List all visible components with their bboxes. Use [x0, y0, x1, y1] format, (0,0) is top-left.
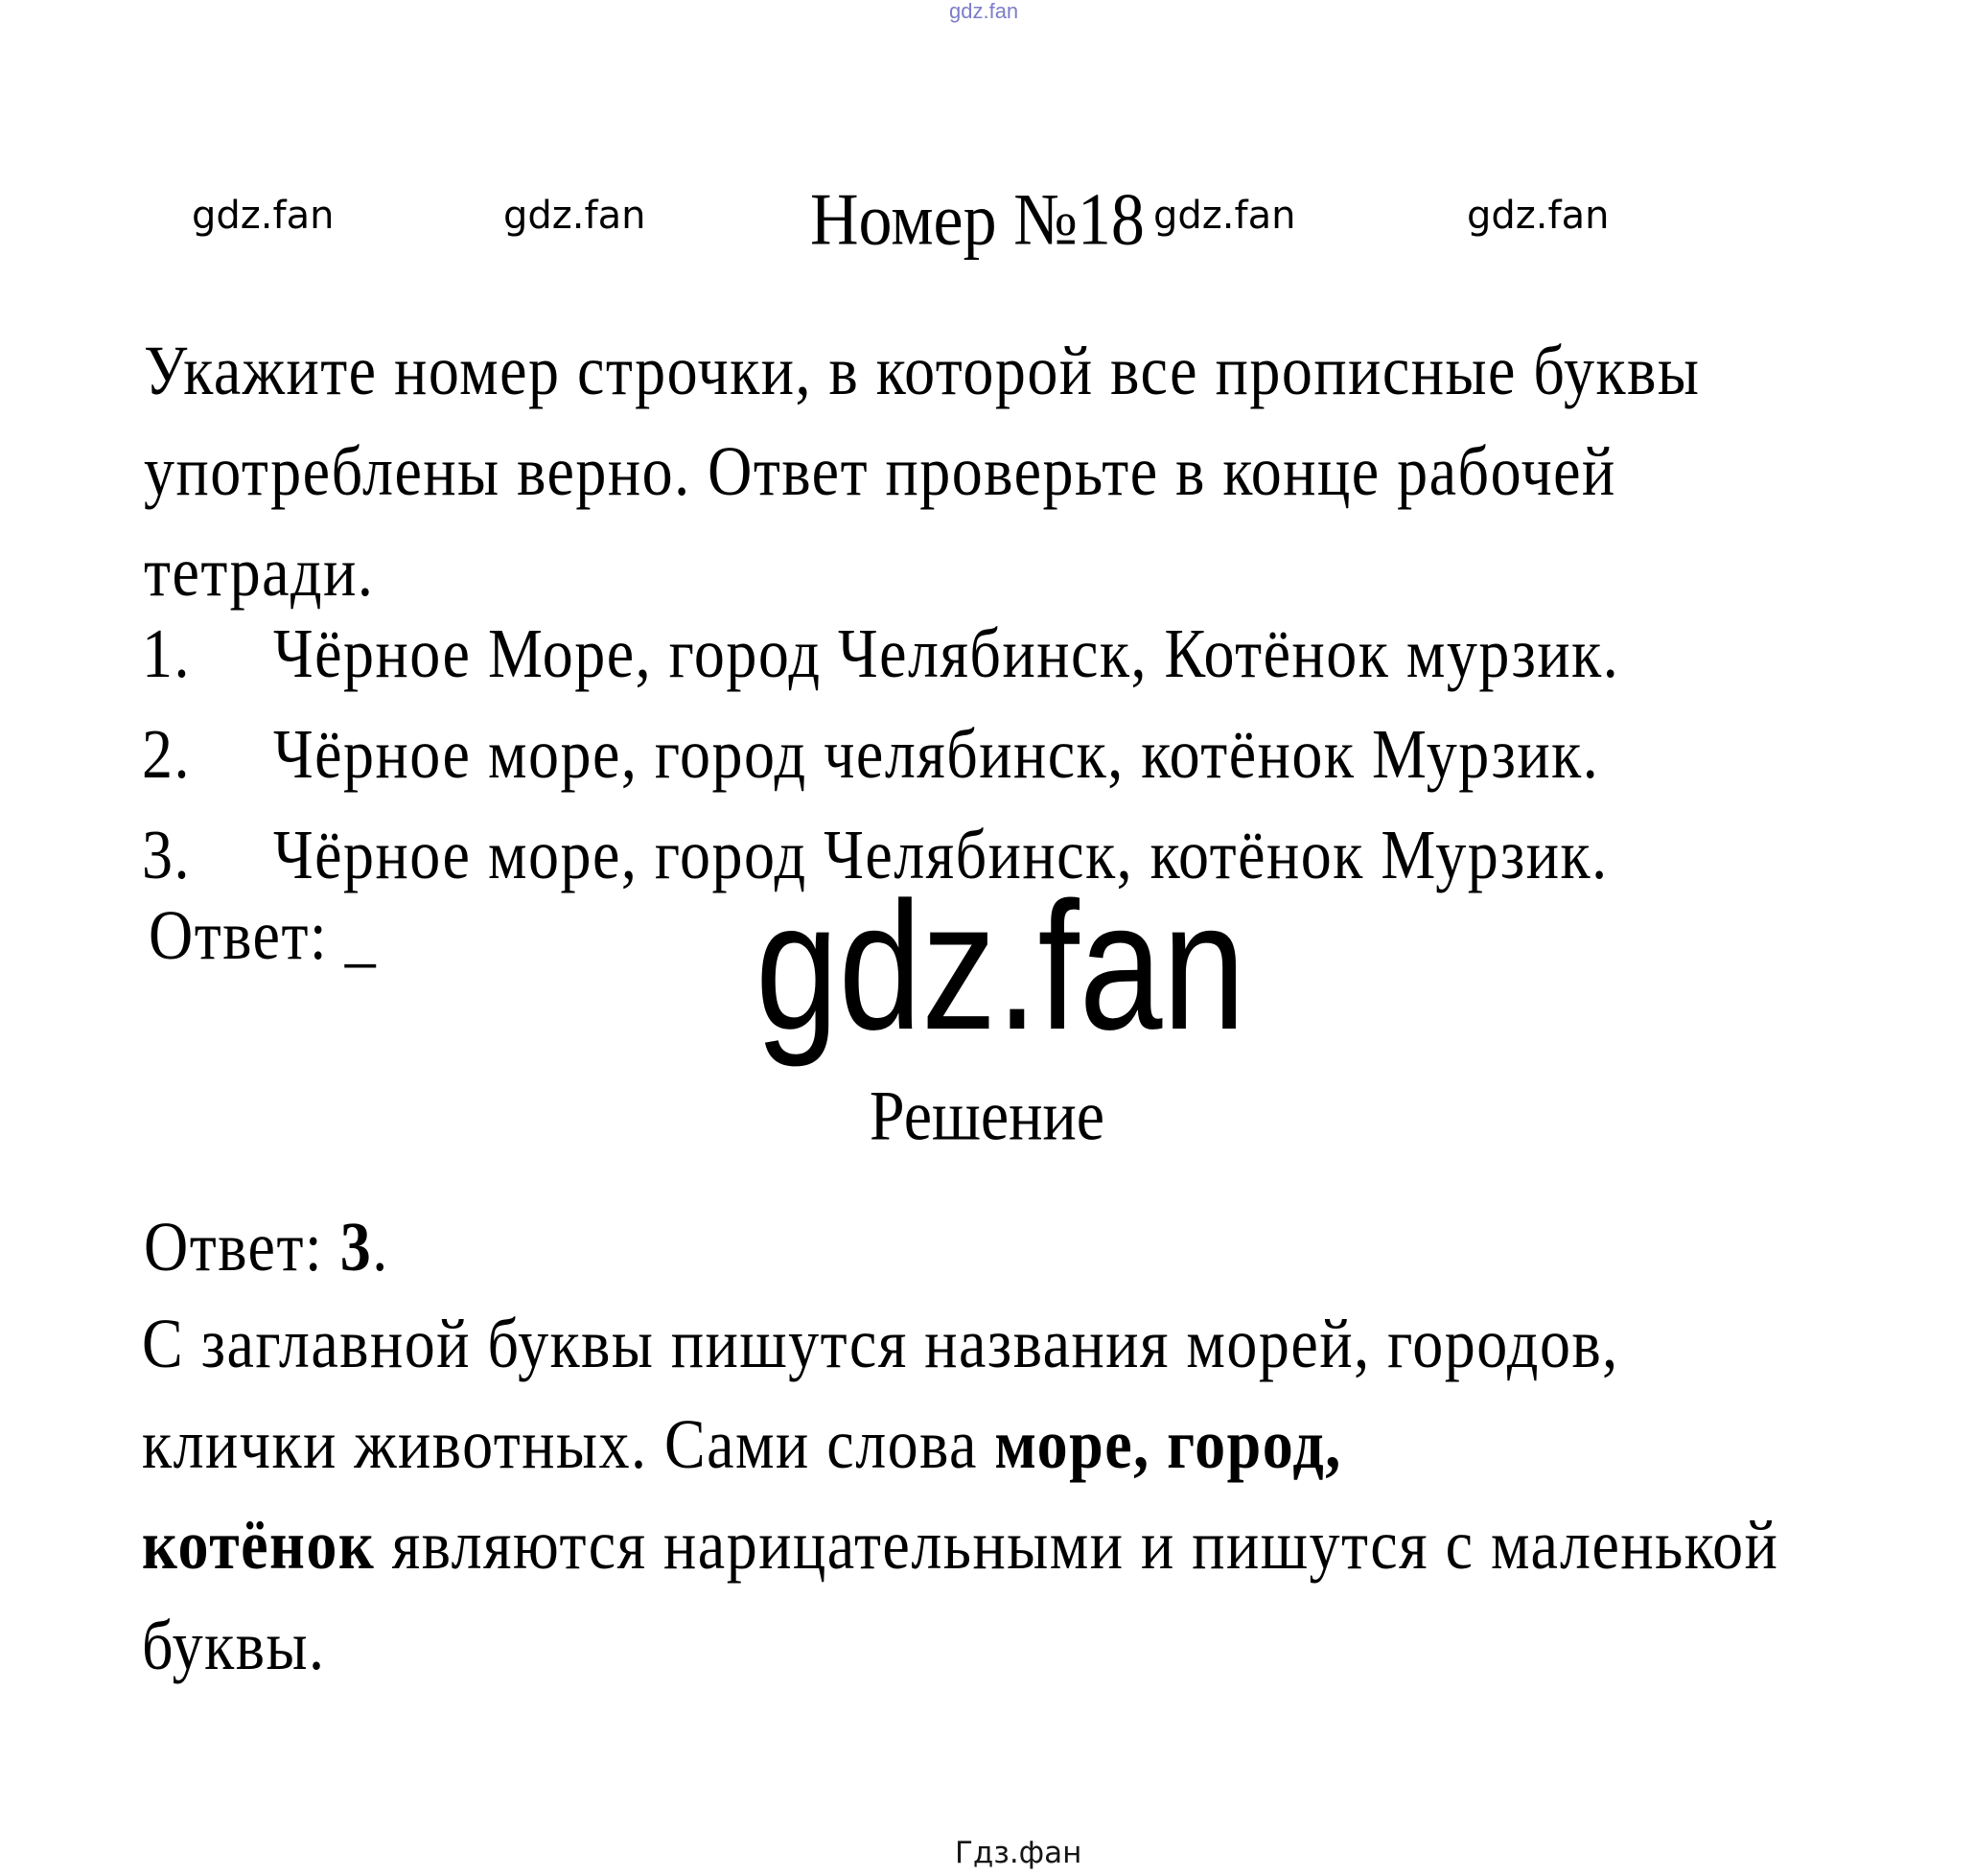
option-3-number: 3.	[142, 815, 191, 894]
text-segment: клички животных. Сами слова	[142, 1404, 995, 1484]
header-watermark-2: gdz.fan	[503, 194, 646, 238]
option-2-number: 2.	[142, 714, 191, 794]
page-title: Номер №18	[810, 179, 1145, 262]
header-watermark-4: gdz.fan	[1467, 194, 1610, 238]
solution-line-1	[142, 1304, 1619, 1383]
task-line-2: употреблены верно. Ответ проверьте в конце рабочей	[144, 431, 1616, 511]
text-segment: являются нарицательными и пишутся с маленькой	[375, 1505, 1779, 1585]
site-watermark-top: gdz.fan	[949, 0, 1019, 23]
task-line-3: тетради.	[144, 532, 375, 612]
header-watermark-3: gdz.fan	[1153, 194, 1296, 238]
option-2-text: Чёрное море, город челябинск, котёнок Мурзик.	[273, 714, 1600, 794]
center-watermark: gdz.fan	[755, 865, 1246, 1068]
solution-heading: Решение	[869, 1077, 1105, 1156]
option-1-number: 1.	[142, 614, 191, 693]
text-segment: .	[372, 1207, 389, 1286]
bold-text-segment: котёнок	[142, 1505, 376, 1585]
solution-answer	[144, 1207, 389, 1286]
bold-text-segment: 3	[339, 1207, 373, 1286]
solution-line-3	[142, 1505, 1779, 1585]
solution-line-4	[142, 1606, 326, 1685]
option-1-text: Чёрное Море, город Челябинск, Котёнок мурзик.	[273, 614, 1620, 693]
option-3-text: Чёрное море, город Челябинск, котёнок Мурзик.	[273, 815, 1609, 894]
footer-logo: Гдз.фан	[955, 1836, 1082, 1870]
header-watermark-1: gdz.fan	[192, 194, 335, 238]
text-segment: буквы.	[142, 1606, 326, 1685]
bold-text-segment: море, город,	[994, 1404, 1342, 1484]
solution-line-2	[142, 1404, 1342, 1484]
answer-prompt: Ответ: _	[149, 895, 378, 975]
task-line-1: Укажите номер строчки, в которой все прописные буквы	[144, 331, 1701, 410]
text-segment: Ответ:	[144, 1207, 340, 1286]
text-segment: С заглавной буквы пишутся названия морей, городов,	[142, 1304, 1619, 1383]
